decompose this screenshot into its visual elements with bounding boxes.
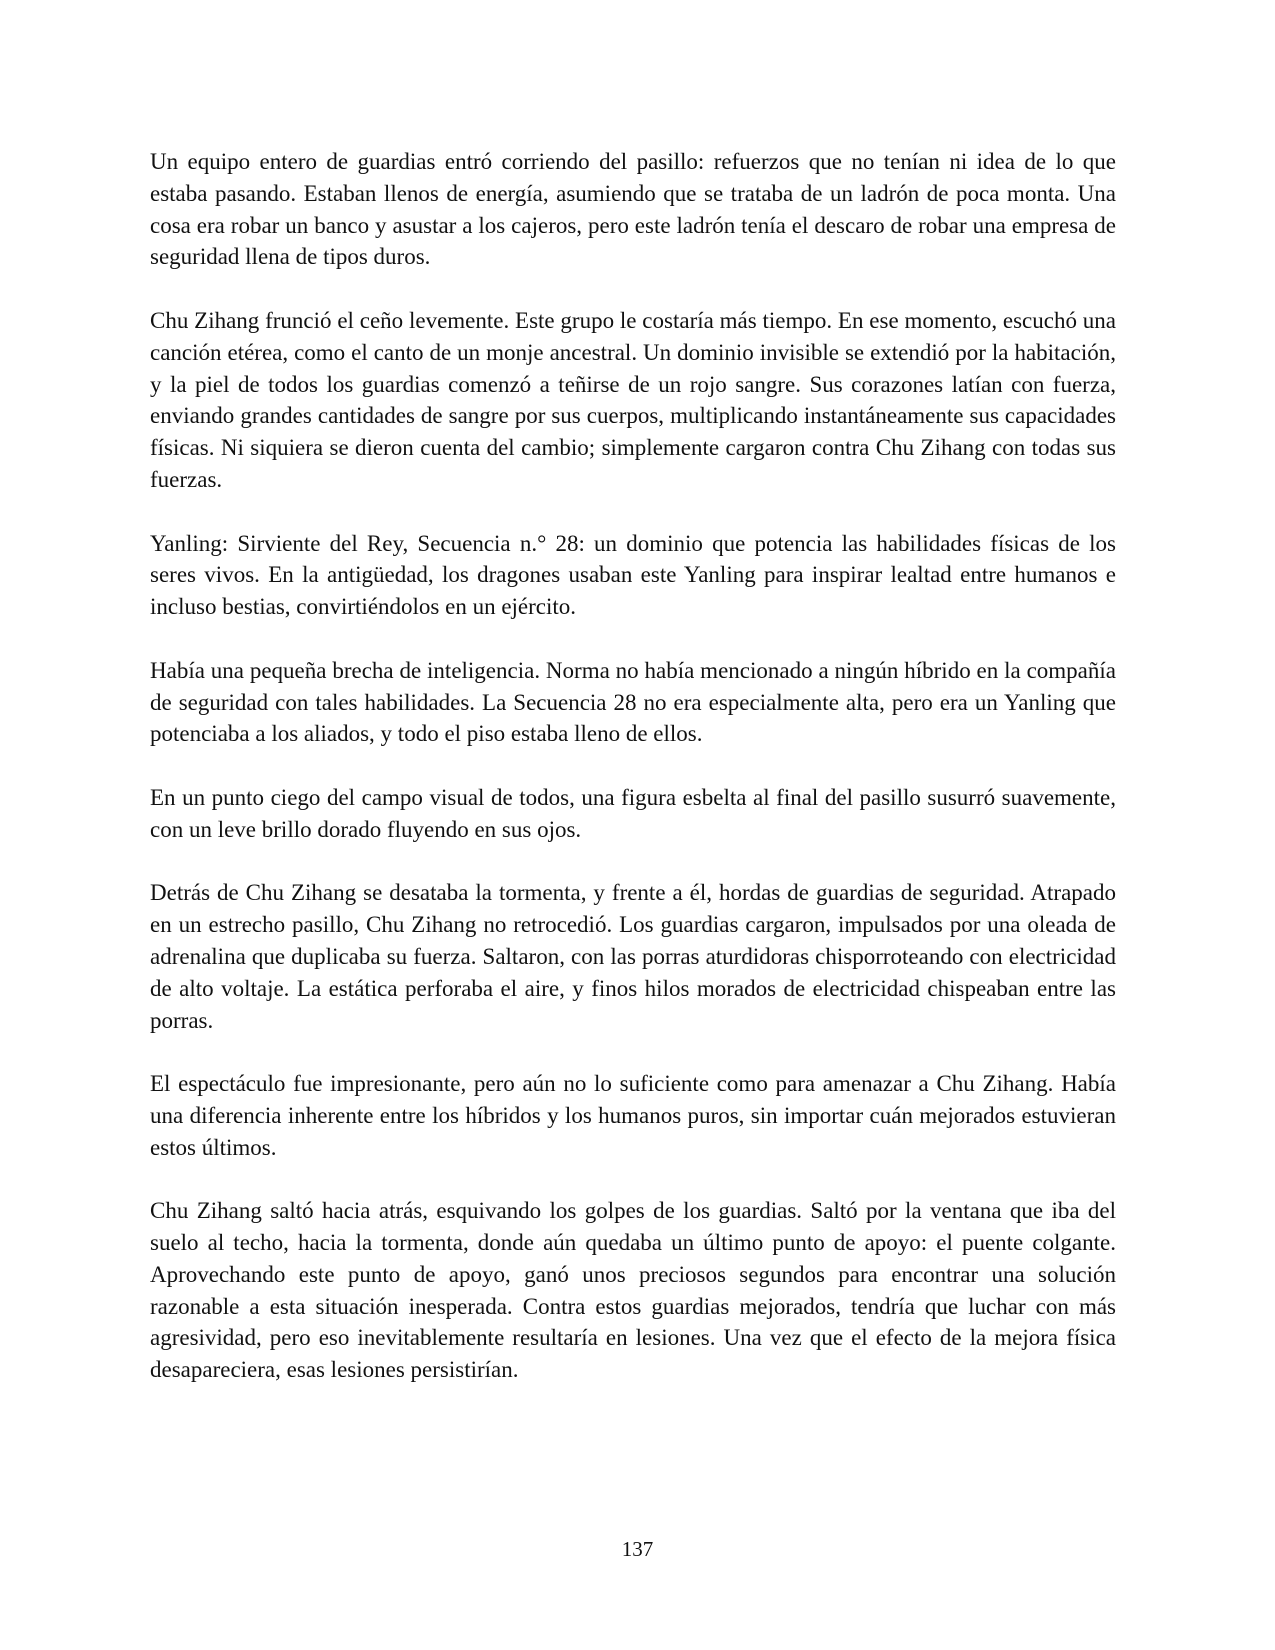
paragraph: Chu Zihang frunció el ceño levemente. Este grupo le costaría más tiempo. En ese momento, escuchó una canción etérea, como el canto de un monje ancestral. Un dominio invisible se extendió por la habitación, y la piel de todos los guardias comenzó a teñirse de un rojo sangre. Sus corazones latían con fuerza, enviando grandes cantidades de sangre por sus cuerpos, multiplicando instantáneamente sus capacidades físicas. Ni siquiera se dieron cuenta del cambio; simplemente cargaron contra Chu Zihang con todas sus fuerzas. [150,307,1116,492]
paragraph: El espectáculo fue impresionante, pero aún no lo suficiente como para amenazar a Chu Zihang. Había una diferencia inherente entre los híbridos y los humanos puros, sin importar cuán mejorados estuvieran estos últimos. [150,1071,1116,1160]
paragraph: Chu Zihang saltó hacia atrás, esquivando los golpes de los guardias. Saltó por la ventana que iba del suelo al techo, hacia la tormenta, donde aún quedaba un último punto de apoyo: el puente colgante. Aprovechando este punto de apoyo, ganó unos preciosos segundos para encontrar una solución razonable a esta situación inesperada. Contra estos guardias mejorados, tendría que luchar con más agresividad, pero eso inevitablemente resultaría en lesiones. Una vez que el efecto de la mejora física desapareciera, esas lesiones persistirían. [150,1198,1116,1383]
paragraph: Había una pequeña brecha de inteligencia. Norma no había mencionado a ningún híbrido en la compañía de seguridad con tales habilidades. La Secuencia 28 no era especialmente alta, pero era un Yanling que potenciaba a los aliados, y todo el piso estaba lleno de ellos. [150,657,1116,747]
paragraph: Detrás de Chu Zihang se desataba la tormenta, y frente a él, hordas de guardias de seguridad. Atrapado en un estrecho pasillo, Chu Zihang no retrocedió. Los guardias cargaron, impulsados por una oleada de adrenalina que duplicaba su fuerza. Saltaron, con las porras aturdidoras chisporroteando con electricidad de alto voltaje. La estática perforaba el aire, y finos hilos morados de electricidad chispeaban entre las porras. [150,880,1116,1033]
paragraph: Yanling: Sirviente del Rey, Secuencia n.° 28: un dominio que potencia las habilidades físicas de los seres vivos. En la antigüedad, los dragones usaban este Yanling para inspirar lealtad entre humanos e incluso bestias, convirtiéndolos en un ejército. [150,530,1116,620]
paragraph: Un equipo entero de guardias entró corriendo del pasillo: refuerzos que no tenían ni idea de lo que estaba pasando. Estaban llenos de energía, asumiendo que se trataba de un ladrón de poca monta. Una cosa era robar un banco y asustar a los cajeros, pero este ladrón tenía el descaro de robar una empresa de seguridad llena de tipos duros. [150,149,1116,270]
page-number: 137 [621,1537,654,1561]
page-body [150,146,1116,1418]
paragraph: En un punto ciego del campo visual de todos, una figura esbelta al final del pasillo susurró suavemente, con un leve brillo dorado fluyendo en sus ojos. [150,784,1116,842]
